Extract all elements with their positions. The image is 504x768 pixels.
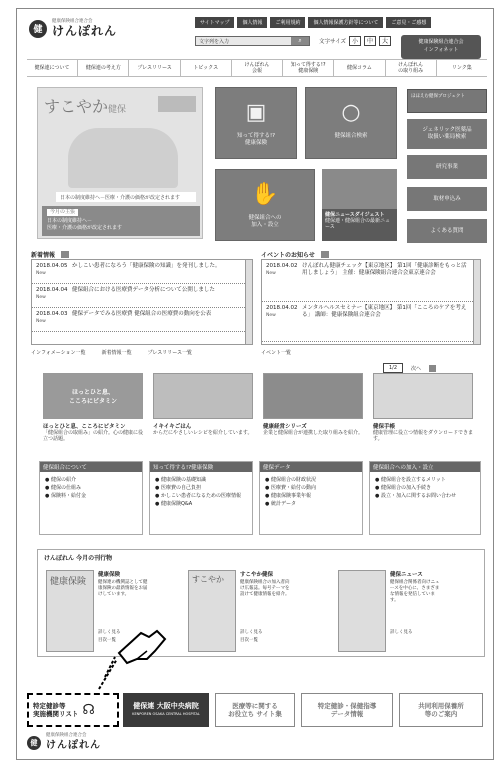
events-scrollbar[interactable] — [473, 260, 480, 344]
list-item[interactable]: 2018.04.05 New かしこい患者になろう「健康保険の知識」を発刊しました。 — [32, 260, 245, 284]
font-size-label: 文字サイズ — [319, 39, 347, 45]
linkbox-title: 健保データ — [260, 462, 362, 472]
card-desc: からだにやさしいレシピを紹介しています。 — [153, 430, 253, 436]
pointing-hand-icon — [97, 629, 167, 691]
linkbox-link[interactable]: ● 健康保険Q&A — [155, 501, 193, 507]
publication-item[interactable] — [188, 570, 293, 654]
events-list-link[interactable]: イベント一覧 — [261, 350, 292, 356]
card-title: 健保手帳 — [373, 424, 396, 430]
nav-item-insurance[interactable]: 知って得する!? 健康保険 — [283, 60, 334, 76]
events-list — [261, 259, 481, 345]
top-link-privacy[interactable]: 個人情報 — [237, 17, 267, 28]
tile-join-establish[interactable] — [215, 169, 315, 241]
logo-mark-icon: 健 — [29, 20, 47, 38]
card-image: ほっとひと息、 こころにビタミン — [43, 373, 143, 419]
rss-icon[interactable] — [321, 251, 329, 258]
faq-button[interactable]: よくある質問 — [407, 219, 487, 243]
tile-insurance-basics[interactable] — [215, 87, 297, 159]
linkbox-title: 知って得する!?健康保険 — [150, 462, 252, 472]
nav-item-views[interactable]: 健保連の考え方 — [78, 60, 129, 76]
magnifier-icon: ○ — [341, 100, 361, 125]
next-link[interactable]: 次へ — [411, 365, 422, 372]
publication-detail-link[interactable]: 詳しく見る — [98, 630, 121, 635]
card-mental-vitamin[interactable] — [43, 373, 143, 448]
rss-icon[interactable] — [61, 251, 69, 258]
arrow-right-icon[interactable] — [429, 365, 436, 372]
nav-item-press[interactable]: プレスリリース — [129, 60, 180, 76]
linkbox-link[interactable]: ● 健保組合の財政状況 — [265, 477, 316, 483]
linkbox-link[interactable]: ● 健保組合の加入手続き — [375, 485, 431, 491]
search-icon: ⌕ — [298, 37, 302, 44]
publications-title: けんぽれん 今月の刊行物 — [44, 555, 113, 562]
whatsnew-list-link[interactable]: 新着情報一覧 — [101, 350, 132, 356]
news-digest-tile[interactable] — [322, 169, 397, 241]
publication-cover: すこやか — [188, 570, 236, 652]
search-button[interactable] — [291, 37, 309, 45]
info-head — [31, 249, 253, 259]
news-digest-desc: 健保連・健保組合の最新ニュース — [325, 218, 391, 230]
footer-logo-main: けんぽれん — [46, 740, 101, 751]
card-image — [263, 373, 363, 419]
publication-cover: 健康保険 — [46, 570, 94, 652]
linkbox-about — [39, 461, 143, 535]
linkbox-title: 健保組合への加入・設立 — [370, 462, 480, 472]
publication-item[interactable] — [338, 570, 443, 654]
events-section — [261, 249, 481, 356]
hero-box-line2: 医療・介護の価格が改定されます — [47, 225, 123, 231]
top-link-feedback[interactable]: ご意見・ご感想 — [386, 17, 431, 28]
publication-desc: 健康保険組合の加入者向け広報誌。毎号テーマを設けて健康情報を紹介。 — [240, 580, 290, 597]
publication-title: 健保ニュース — [390, 572, 423, 578]
logo-sub: 健康保険組合連合会 — [52, 19, 93, 24]
linkbox-link[interactable]: ● 統計データ — [265, 501, 296, 507]
handshake-icon: ✋ — [251, 182, 279, 207]
events-title: イベントのお知らせ — [261, 251, 315, 259]
carousel-pager — [383, 363, 436, 373]
stethoscope-icon: ☊ — [82, 702, 95, 718]
card-desc: 企業と健保組合が連携した取り組みを紹介。 — [263, 430, 364, 436]
info-list-link[interactable]: インフォメーション一覧 — [31, 350, 86, 356]
card-desc: 「健保組合の取組み」の紹介。心の健康に役立つ話題。 — [43, 430, 144, 442]
publication-title: 健康保険 — [98, 572, 121, 578]
site-logo[interactable] — [29, 19, 117, 38]
hospital-banner-en: KENPOREN OSAKA CENTRAL HOSPITAL — [132, 712, 200, 716]
linkbox-link[interactable]: ● 設立・加入に関するお問い合わせ — [375, 493, 456, 499]
events-head — [261, 249, 481, 259]
font-size-small-button[interactable]: 小 — [349, 36, 361, 46]
tile-insurance-label: 知って得する!? 健康保険 — [236, 133, 276, 146]
page-frame — [16, 8, 494, 760]
publication-desc: 健保連の機関誌として健康保険の最新情報をお届けしています。 — [98, 580, 148, 597]
nav-item-initiatives[interactable]: けんぽれん の取り組み — [386, 60, 437, 76]
hospital-banner-name: 健保連 大阪中央病院 — [133, 702, 199, 710]
footer-logo-sub: 健康保険組合連合会 — [46, 733, 87, 738]
list-item[interactable]: 2018.04.02 New メンタルヘルスセミナー【東京地区】 第1回「こころのケアを考える」 講師：健康保険組合連合会 — [262, 302, 473, 342]
search-input[interactable]: 文字列を入力 — [196, 37, 291, 45]
tile-search-label: 健保組合検索 — [334, 133, 368, 139]
linkbox-link[interactable]: ● 保険料・給付金 — [45, 493, 86, 499]
footer-logo-mark-icon: 健 — [27, 736, 41, 750]
top-link-sitemap[interactable]: サイトマップ — [195, 17, 234, 28]
press-list-link[interactable]: プレスリリース一覧 — [147, 350, 192, 356]
publication-desc: 健保組合関係者向けニュースを中心に、さまざまな情報を発信しています。 — [390, 580, 440, 603]
logo-main: けんぽれん — [52, 24, 118, 38]
events-links — [261, 349, 481, 356]
nav-item-bulletin[interactable]: けんぽれん 会報 — [232, 60, 283, 76]
hero-banner[interactable] — [37, 87, 203, 239]
info-links — [31, 349, 253, 356]
nav-item-topics[interactable]: トピックス — [181, 60, 232, 76]
info-scrollbar[interactable] — [245, 260, 252, 344]
checkup-institution-list-banner[interactable] — [27, 693, 119, 727]
checkup-data-banner[interactable]: 特定健診・保健指導 データ情報 — [301, 693, 393, 727]
linkbox-link[interactable]: ● かしこい患者になるための医療情報 — [155, 493, 241, 499]
hero-box-head: 今月の主張 — [47, 209, 78, 216]
card-recipe[interactable] — [153, 373, 253, 448]
publication-detail-link[interactable]: 詳しく見る — [240, 630, 263, 635]
publication-detail-link[interactable]: 詳しく見る — [390, 630, 413, 635]
footer-logo[interactable] — [27, 733, 101, 752]
tile-union-search[interactable] — [305, 87, 397, 159]
research-button[interactable]: 研究事業 — [407, 155, 487, 179]
press-request-button[interactable]: 取材申込み — [407, 187, 487, 211]
hero-badge — [158, 96, 196, 112]
card-title: イキイキごはん — [153, 424, 192, 430]
font-size-control — [319, 36, 391, 46]
card-desc: 健康管理に役立つ情報をダウンロードできます。 — [373, 430, 474, 442]
hero-illustration — [68, 128, 178, 188]
nav-item-column[interactable]: 健保コラム — [334, 60, 385, 76]
presentation-icon: ▣ — [245, 100, 267, 125]
publication-cover — [338, 570, 386, 652]
linkbox-link[interactable]: ● 医療費・給付の動向 — [265, 485, 316, 491]
card-title: ほっとひと息、こころにビタミン — [43, 424, 126, 430]
top-link-terms[interactable]: ご利用規約 — [270, 17, 305, 28]
osaka-hospital-banner[interactable] — [123, 693, 209, 727]
hero-box-line1: 日本の制度維持へ－ — [47, 218, 93, 224]
publication-toc-link[interactable]: 目次一覧 — [240, 638, 258, 643]
publication-toc-link[interactable]: 目次一覧 — [98, 638, 116, 643]
card-image — [373, 373, 473, 419]
news-digest-photo — [322, 169, 397, 209]
list-item[interactable]: 2018.04.02 New けんぽれん健康チェック【東京地区】 第1回「健康診断をもっと活用しましょう」 主催：健康保険組合連合会東京連合会 — [262, 260, 473, 302]
linkbox-link[interactable]: ● 健保の紹介 — [45, 477, 76, 483]
linkbox-insurance — [149, 461, 253, 535]
font-size-medium-button[interactable]: 中 — [364, 36, 376, 46]
info-title: 新着情報 — [31, 251, 56, 259]
font-size-large-button[interactable]: 大 — [379, 36, 391, 46]
list-item[interactable]: 2018.04.04 New 健保組合における医療費データ分析について公開しました — [32, 284, 245, 308]
infonet-banner[interactable]: 健康保険組合連合会 インフォネット — [401, 35, 481, 59]
medical-links-banner[interactable]: 医療等に関する お役立ち サイト集 — [215, 693, 295, 727]
news-digest-title: 健保ニュースダイジェスト — [325, 212, 385, 218]
top-links — [195, 17, 431, 28]
hero-feature-box — [42, 206, 200, 236]
linkbox-join — [369, 461, 481, 535]
generic-search-button[interactable]: ジェネリック医薬品 取扱い薬局検索 — [407, 119, 487, 149]
linkbox-link[interactable]: ● 健康保険の基礎知識 — [155, 477, 206, 483]
info-section — [31, 249, 253, 356]
resort-facilities-banner[interactable]: 共同利用保養所 等のご案内 — [399, 693, 483, 727]
checkup-banner-label: 特定健診等 実施機関リスト — [33, 702, 79, 718]
card-handbook[interactable] — [373, 373, 473, 448]
smile-project-banner[interactable]: ほほえむ健保プロジェクト — [407, 89, 487, 113]
list-item[interactable]: 2018.04.03 New 健保データでみる医療費 健保組合の医療費の動向を公表 — [32, 308, 245, 332]
publication-title: すこやか健保 — [240, 572, 274, 578]
search-box — [195, 36, 310, 46]
card-image — [153, 373, 253, 419]
info-list — [31, 259, 253, 345]
linkbox-data — [259, 461, 363, 535]
linkbox-title: 健保組合について — [40, 462, 142, 472]
linkbox-link[interactable]: ● 健康保険事業年報 — [265, 493, 311, 499]
card-title: 健康経営シリーズ — [263, 424, 307, 430]
linkbox-link[interactable]: ● 医療費の自己負担 — [155, 485, 201, 491]
nav-item-about[interactable]: 健保連について — [27, 60, 78, 76]
linkbox-link[interactable]: ● 健保組合を設立するメリット — [375, 477, 446, 483]
tile-join-label: 健保組合への 加入・設立 — [248, 215, 282, 228]
card-health-management[interactable] — [263, 373, 363, 448]
top-link-policy[interactable]: 個人情報保護方針等について — [308, 17, 383, 28]
page-indicator: 1/2 — [383, 363, 403, 373]
hero-caption: 日本の制度維持へ－医療・介護の価格が改定されます — [56, 192, 196, 202]
main-nav — [27, 59, 487, 77]
nav-item-links[interactable]: リンク集 — [451, 65, 472, 71]
hero-title: すこやか健保 — [44, 97, 127, 116]
linkbox-link[interactable]: ● 健保の仕組み — [45, 485, 81, 491]
